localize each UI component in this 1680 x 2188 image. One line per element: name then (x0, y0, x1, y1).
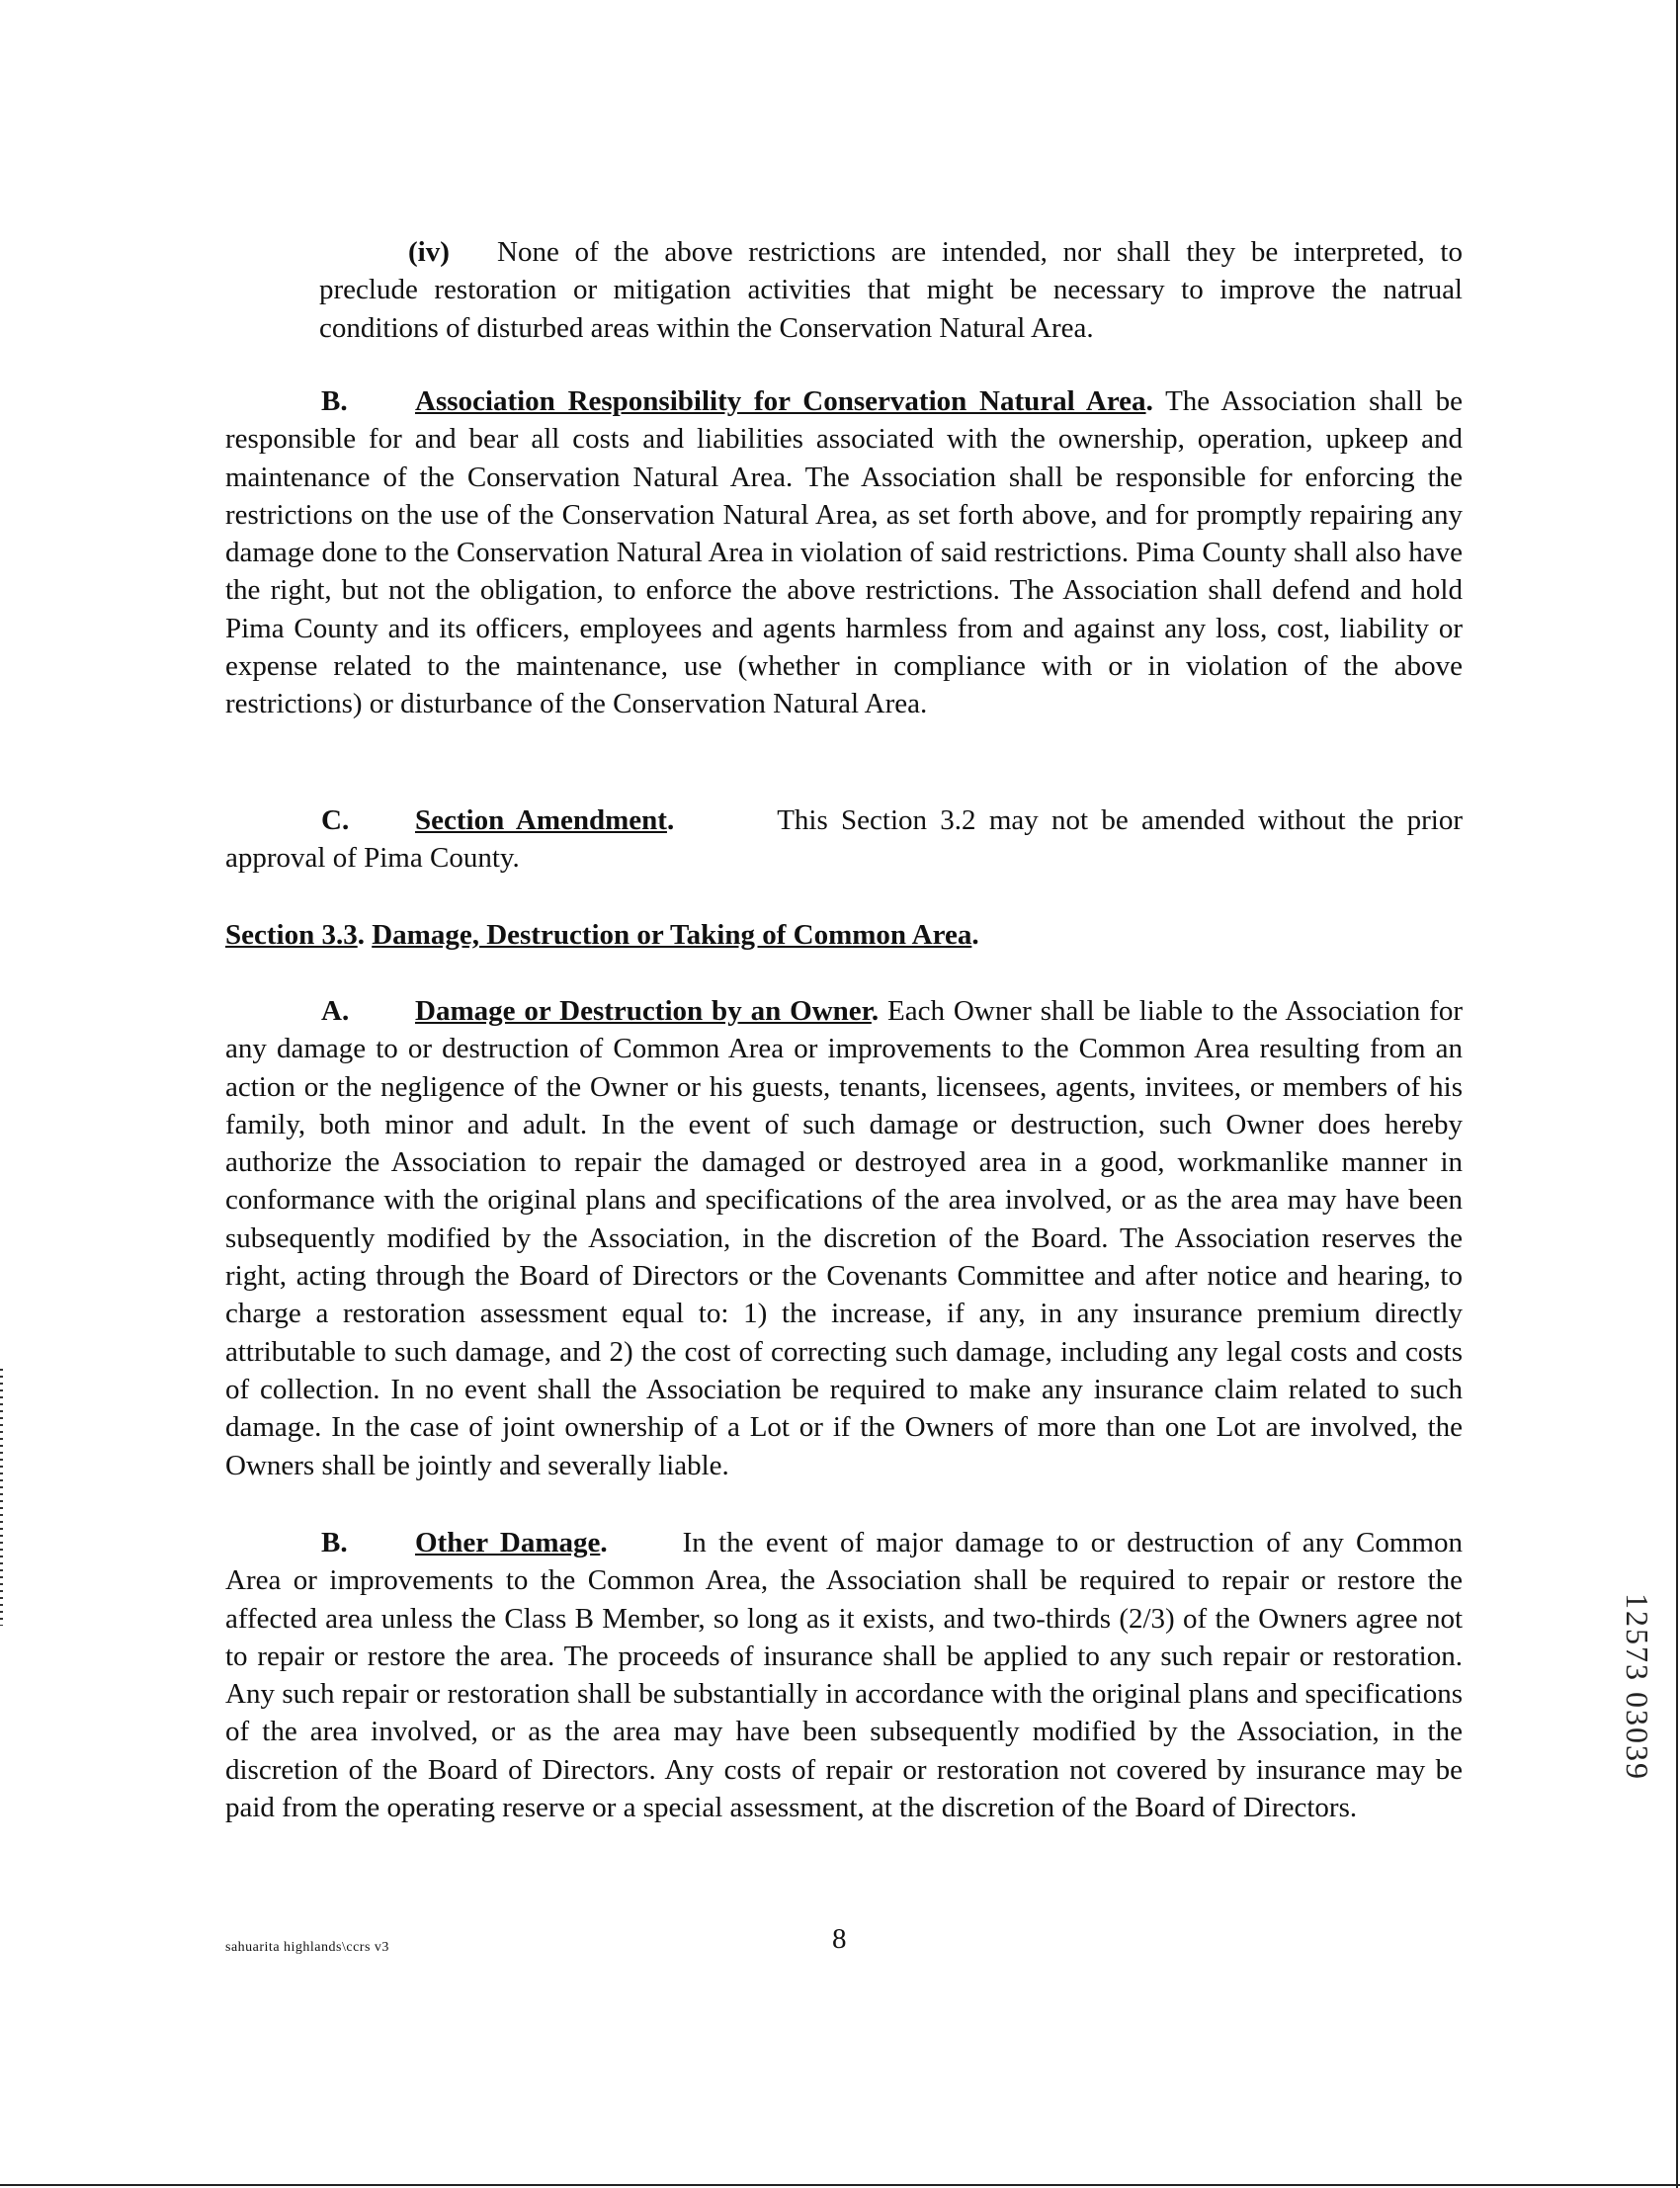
section-number: Section 3.3 (225, 919, 358, 951)
heading-period: . (871, 995, 880, 1027)
paragraph-text: None of the above restrictions are intended, nor shall they be interpreted, to preclude restoration or mitigation activities that might be necessary to improve the natrual conditions of disturbed areas within the Conservation Natural Area. (319, 236, 1463, 344)
paragraph-c-section-amendment (225, 801, 1463, 878)
paragraph-heading: Association Responsibility for Conservation Natural Area (415, 385, 1146, 417)
paragraph-text: In the event of major damage to or destruction of any Common Area or improvements to the Common Area, the Association shall be required to repair or restore the affected area unless the Class B Member, so long as it exists, and two-thirds (2/3) of the Owners agree not to repair or restore the area. The proceeds of insurance shall be applied to any such repair or restoration. Any such repair or restoration shall be substantially in accordance with the original plans and specifications of the area involved, or as the area may have been subsequently modified by the Association, in the discretion of the Board of Directors. Any costs of repair or restoration not covered by insurance may be paid from the operating reserve or a special assessment, at the discretion of the Board of Directors. (225, 1527, 1463, 1824)
scan-edge-marks (0, 1369, 3, 1626)
section-title: Damage, Destruction or Taking of Common Area (372, 919, 972, 951)
paragraph-text: Each Owner shall be liable to the Association for any damage to or destruction of Common Area or improvements to the Common Area resulting from an action or the negligence of the Owner or his guests, tenants, licensees, agents, invitees, or members of his family, both minor and adult. In the event of such damage or destruction, such Owner does hereby authorize the Association to repair the damaged or destroyed area in a good, workmanlike manner in conformance with the original plans and specifications of the area involved, or as the area may have been subsequently modified by the Association, in the discretion of the Board. The Association reserves the right, acting through the Board of Directors or the Covenants Committee and after notice and hearing, to charge a restoration assessment equal to: 1) the increase, if any, in any insurance premium directly attributable to such damage, and 2) the cost of correcting such damage, including any legal costs and costs of collection. In no event shall the Association be required to make any insurance claim related to such damage. In the case of joint ownership of a Lot or if the Owners of more than one Lot are involved, the Owners shall be jointly and severally liable. (225, 995, 1463, 1481)
paragraph-label: B. (321, 1527, 348, 1558)
paragraph-iv (225, 233, 1463, 347)
footer-file-label: sahuarita highlands\ccrs v3 (225, 1940, 389, 1955)
scan-border-bottom (0, 2184, 1680, 2186)
paragraph-text: This Section 3.2 may not be amended without the prior approval of Pima County. (225, 804, 1463, 875)
section-separator: . (357, 919, 373, 951)
scan-border-right (1676, 0, 1678, 2188)
heading-period: . (600, 1527, 608, 1558)
paragraph-label: (iv) (408, 236, 450, 268)
recording-stamp-number: 12573 03039 (1620, 1593, 1655, 1781)
heading-period: . (666, 804, 675, 836)
paragraph-label: C. (321, 804, 350, 836)
page-number: 8 (832, 1923, 847, 1955)
paragraph-text: The Association shall be responsible for and bear all costs and liabilities associated with the ownership, operation, upkeep and maintenance of the Conservation Natural Area. The Association shall be responsible for enforcing the restrictions on the use of the Conservation Natural Area, as set forth above, and for promptly repairing any damage done to the Conservation Natural Area in violation of said restrictions. Pima County shall also have the right, but not the obligation, to enforce the above restrictions. The Association shall defend and hold Pima County and its officers, employees and agents harmless from and against any loss, cost, liability or expense related to the maintenance, use (whether in compliance with or in violation of the above restrictions) or disturbance of the Conservation Natural Area. (225, 385, 1463, 720)
heading-period: . (1145, 385, 1153, 417)
paragraph-heading: Other Damage (415, 1527, 601, 1558)
heading-period: . (971, 919, 979, 951)
paragraph-a-damage-by-owner (225, 992, 1463, 1484)
paragraph-heading: Section Amendment (415, 804, 667, 836)
paragraph-label: B. (321, 385, 348, 417)
paragraph-label: A. (321, 995, 350, 1027)
paragraph-b-other-damage (225, 1524, 1463, 1826)
section-heading-3-3 (225, 916, 1463, 954)
paragraph-heading: Damage or Destruction by an Owner (415, 995, 872, 1027)
paragraph-b-association-responsibility (225, 382, 1463, 723)
